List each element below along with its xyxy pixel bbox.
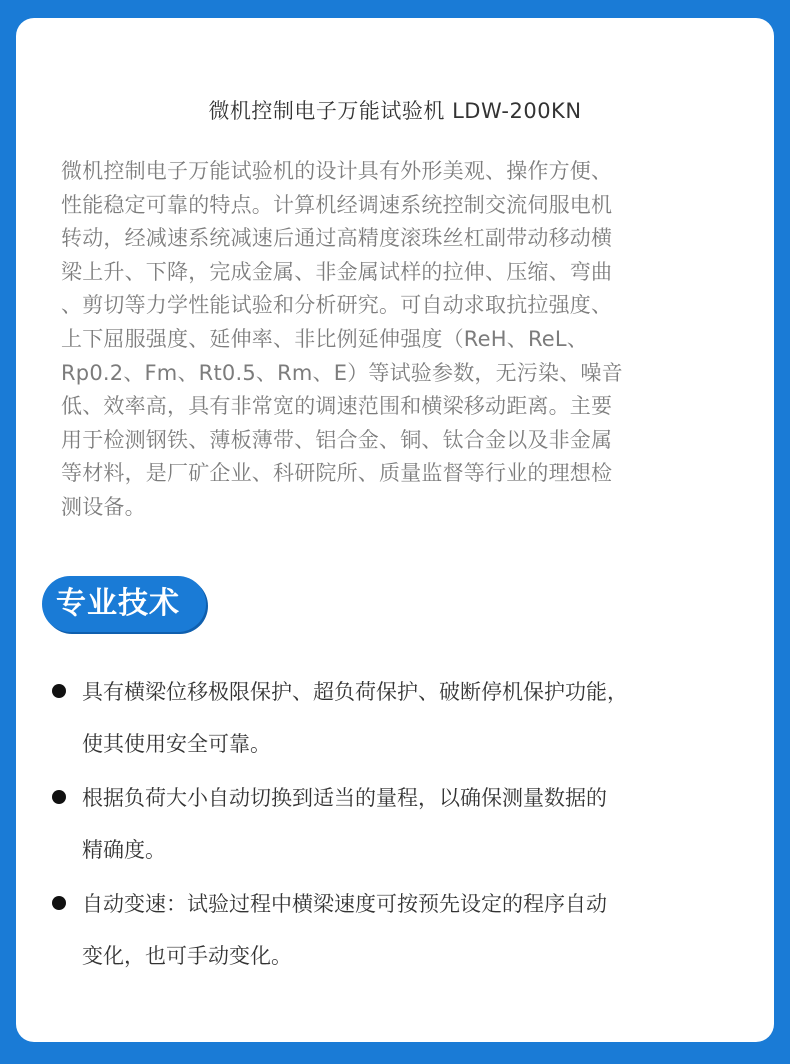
feature-line: 自动变速：试验过程中横梁速度可按预先设定的程序自动 bbox=[82, 892, 607, 916]
intro-paragraph bbox=[61, 155, 737, 525]
intro-line: 性能稳定可靠的特点。计算机经调速系统控制交流伺服电机 bbox=[61, 192, 613, 217]
intro-line: 上下屈服强度、延伸率、非比例延伸强度（ReH、ReL、 bbox=[61, 326, 589, 351]
intro-line: 梁上升、下降，完成金属、非金属试样的拉伸、压缩、弯曲 bbox=[61, 259, 613, 284]
content-card bbox=[16, 18, 774, 1042]
bullet-dot-icon bbox=[52, 684, 66, 698]
feature-line: 根据负荷大小自动切换到适当的量程，以确保测量数据的 bbox=[82, 786, 607, 810]
intro-line: 测设备。 bbox=[61, 494, 146, 519]
feature-item bbox=[52, 666, 742, 770]
feature-line: 变化，也可手动变化。 bbox=[82, 944, 292, 968]
intro-line: Rp0.2、Fm、Rt0.5、Rm、E）等试验参数，无污染、噪音 bbox=[61, 360, 623, 385]
intro-line: 用于检测钢铁、薄板薄带、铝合金、铜、钛合金以及非金属 bbox=[61, 427, 613, 452]
section-title-badge: 专业技术 bbox=[42, 576, 206, 632]
intro-line: 、剪切等力学性能试验和分析研究。可自动求取抗拉强度、 bbox=[61, 293, 613, 318]
intro-line: 等材料，是厂矿企业、科研院所、质量监督等行业的理想检 bbox=[61, 461, 613, 486]
bullet-dot-icon bbox=[52, 790, 66, 804]
intro-line: 微机控制电子万能试验机的设计具有外形美观、操作方便、 bbox=[61, 159, 613, 183]
bullet-dot-icon bbox=[52, 896, 66, 910]
feature-item bbox=[52, 772, 742, 876]
page-title: 微机控制电子万能试验机 LDW-200KN bbox=[208, 99, 582, 123]
feature-item bbox=[52, 878, 742, 982]
feature-line: 使其使用安全可靠。 bbox=[82, 732, 271, 756]
feature-list bbox=[52, 666, 742, 984]
intro-line: 低、效率高，具有非常宽的调速范围和横梁移动距离。主要 bbox=[61, 394, 613, 419]
intro-line: 转动，经减速系统减速后通过高精度滚珠丝杠副带动移动横 bbox=[61, 226, 613, 251]
feature-line: 具有横梁位移极限保护、超负荷保护、破断停机保护功能， bbox=[82, 680, 628, 704]
feature-line: 精确度。 bbox=[82, 838, 166, 862]
